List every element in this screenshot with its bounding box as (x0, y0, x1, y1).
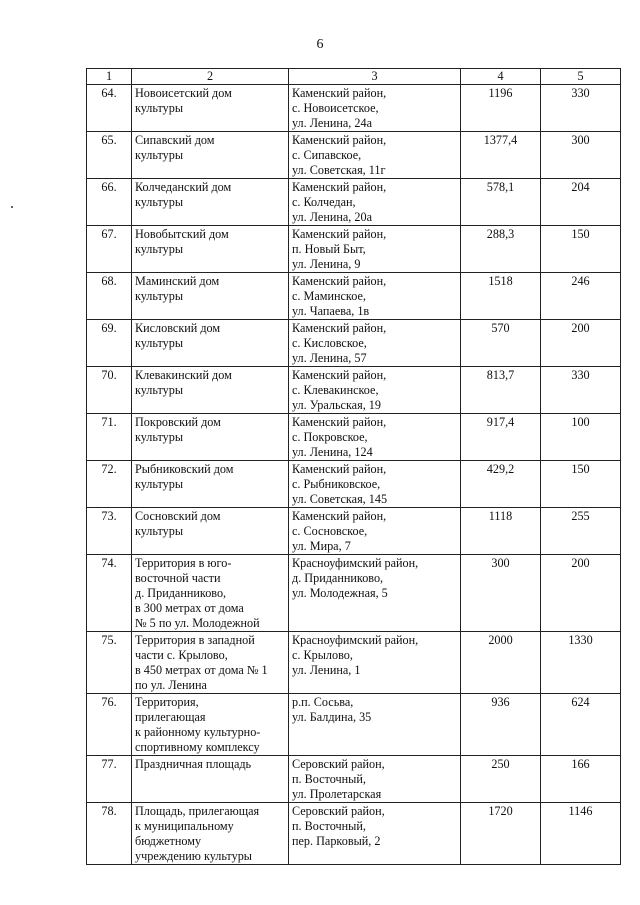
venue-address: Каменский район, с. Клевакинское, ул. Уральская, 19 (289, 367, 461, 414)
venue-address: Каменский район, с. Колчедан, ул. Ленина, 20а (289, 179, 461, 226)
venue-address: Каменский район, с. Маминское, ул. Чапаева, 1в (289, 273, 461, 320)
column-4-value: 1118 (461, 508, 541, 555)
table-row (87, 273, 621, 320)
column-5-value: 200 (541, 320, 621, 367)
row-number: 78. (87, 803, 132, 865)
row-number: 70. (87, 367, 132, 414)
column-header-3: 3 (289, 69, 461, 85)
page-number: 6 (316, 37, 324, 52)
row-number: 65. (87, 132, 132, 179)
venue-name: Покровский дом культуры (132, 414, 289, 461)
venue-name: Новоисетский дом культуры (132, 85, 289, 132)
venue-address: Каменский район, с. Рыбниковское, ул. Советская, 145 (289, 461, 461, 508)
table-row (87, 367, 621, 414)
table-row (87, 85, 621, 132)
row-number: 77. (87, 756, 132, 803)
column-5-value: 300 (541, 132, 621, 179)
column-header-2: 2 (132, 69, 289, 85)
row-number: 68. (87, 273, 132, 320)
column-5-value: 330 (541, 367, 621, 414)
row-number: 69. (87, 320, 132, 367)
row-number: 66. (87, 179, 132, 226)
venue-name: Площадь, прилегающая к муниципальному бюджетному учреждению культуры (132, 803, 289, 865)
column-4-value: 288,3 (461, 226, 541, 273)
column-4-value: 570 (461, 320, 541, 367)
table-row (87, 555, 621, 632)
table-row (87, 461, 621, 508)
column-4-value: 300 (461, 555, 541, 632)
venue-address: Каменский район, с. Покровское, ул. Ленина, 124 (289, 414, 461, 461)
venue-address: Каменский район, с. Сипавское, ул. Советская, 11г (289, 132, 461, 179)
venue-name: Рыбниковский дом культуры (132, 461, 289, 508)
table-row (87, 226, 621, 273)
venue-name: Новобытский дом культуры (132, 226, 289, 273)
column-4-value: 250 (461, 756, 541, 803)
column-4-value: 578,1 (461, 179, 541, 226)
venue-name: Кисловский дом культуры (132, 320, 289, 367)
table-row (87, 632, 621, 694)
column-5-value: 330 (541, 85, 621, 132)
column-5-value: 166 (541, 756, 621, 803)
column-5-value: 150 (541, 461, 621, 508)
column-5-value: 1330 (541, 632, 621, 694)
column-5-value: 100 (541, 414, 621, 461)
table-row (87, 803, 621, 865)
header-row (87, 69, 621, 85)
row-number: 74. (87, 555, 132, 632)
venue-name: Территория в юго- восточной части д. Приданниково, в 300 метрах от дома № 5 по ул. Молодежной (132, 555, 289, 632)
column-header-1: 1 (87, 69, 132, 85)
column-header-5: 5 (541, 69, 621, 85)
venue-address: Каменский район, с. Новоисетское, ул. Ленина, 24а (289, 85, 461, 132)
venue-address: Каменский район, с. Сосновское, ул. Мира, 7 (289, 508, 461, 555)
table-row (87, 756, 621, 803)
column-4-value: 1196 (461, 85, 541, 132)
row-number: 72. (87, 461, 132, 508)
venue-name: Праздничная площадь (132, 756, 289, 803)
column-5-value: 200 (541, 555, 621, 632)
table-row (87, 694, 621, 756)
venue-name: Клевакинский дом культуры (132, 367, 289, 414)
column-5-value: 204 (541, 179, 621, 226)
column-4-value: 813,7 (461, 367, 541, 414)
column-5-value: 150 (541, 226, 621, 273)
column-5-value: 1146 (541, 803, 621, 865)
row-number: 75. (87, 632, 132, 694)
venue-address: Красноуфимский район, с. Крылово, ул. Ленина, 1 (289, 632, 461, 694)
column-4-value: 1720 (461, 803, 541, 865)
venue-address: р.п. Сосьва, ул. Балдина, 35 (289, 694, 461, 756)
venue-name: Территория, прилегающая к районному культурно- спортивному комплексу (132, 694, 289, 756)
column-5-value: 246 (541, 273, 621, 320)
venue-address: Красноуфимский район, д. Приданниково, ул. Молодежная, 5 (289, 555, 461, 632)
table-row (87, 320, 621, 367)
venue-address: Серовский район, п. Восточный, пер. Парковый, 2 (289, 803, 461, 865)
table-row (87, 414, 621, 461)
column-4-value: 2000 (461, 632, 541, 694)
row-number: 64. (87, 85, 132, 132)
venue-name: Маминский дом культуры (132, 273, 289, 320)
venue-address: Серовский район, п. Восточный, ул. Пролетарская (289, 756, 461, 803)
table-row (87, 179, 621, 226)
stray-mark (11, 206, 13, 208)
column-4-value: 429,2 (461, 461, 541, 508)
row-number: 71. (87, 414, 132, 461)
venue-name: Сосновский дом культуры (132, 508, 289, 555)
venue-address: Каменский район, п. Новый Быт, ул. Ленина, 9 (289, 226, 461, 273)
row-number: 73. (87, 508, 132, 555)
column-4-value: 917,4 (461, 414, 541, 461)
column-4-value: 936 (461, 694, 541, 756)
column-4-value: 1518 (461, 273, 541, 320)
row-number: 67. (87, 226, 132, 273)
column-5-value: 255 (541, 508, 621, 555)
venue-name: Сипавский дом культуры (132, 132, 289, 179)
venues-table (86, 68, 621, 865)
venue-address: Каменский район, с. Кисловское, ул. Ленина, 57 (289, 320, 461, 367)
table-row (87, 508, 621, 555)
column-header-4: 4 (461, 69, 541, 85)
column-5-value: 624 (541, 694, 621, 756)
venue-name: Колчеданский дом культуры (132, 179, 289, 226)
table-row (87, 132, 621, 179)
row-number: 76. (87, 694, 132, 756)
column-4-value: 1377,4 (461, 132, 541, 179)
venue-name: Территория в западной части с. Крылово, в 450 метрах от дома № 1 по ул. Ленина (132, 632, 289, 694)
